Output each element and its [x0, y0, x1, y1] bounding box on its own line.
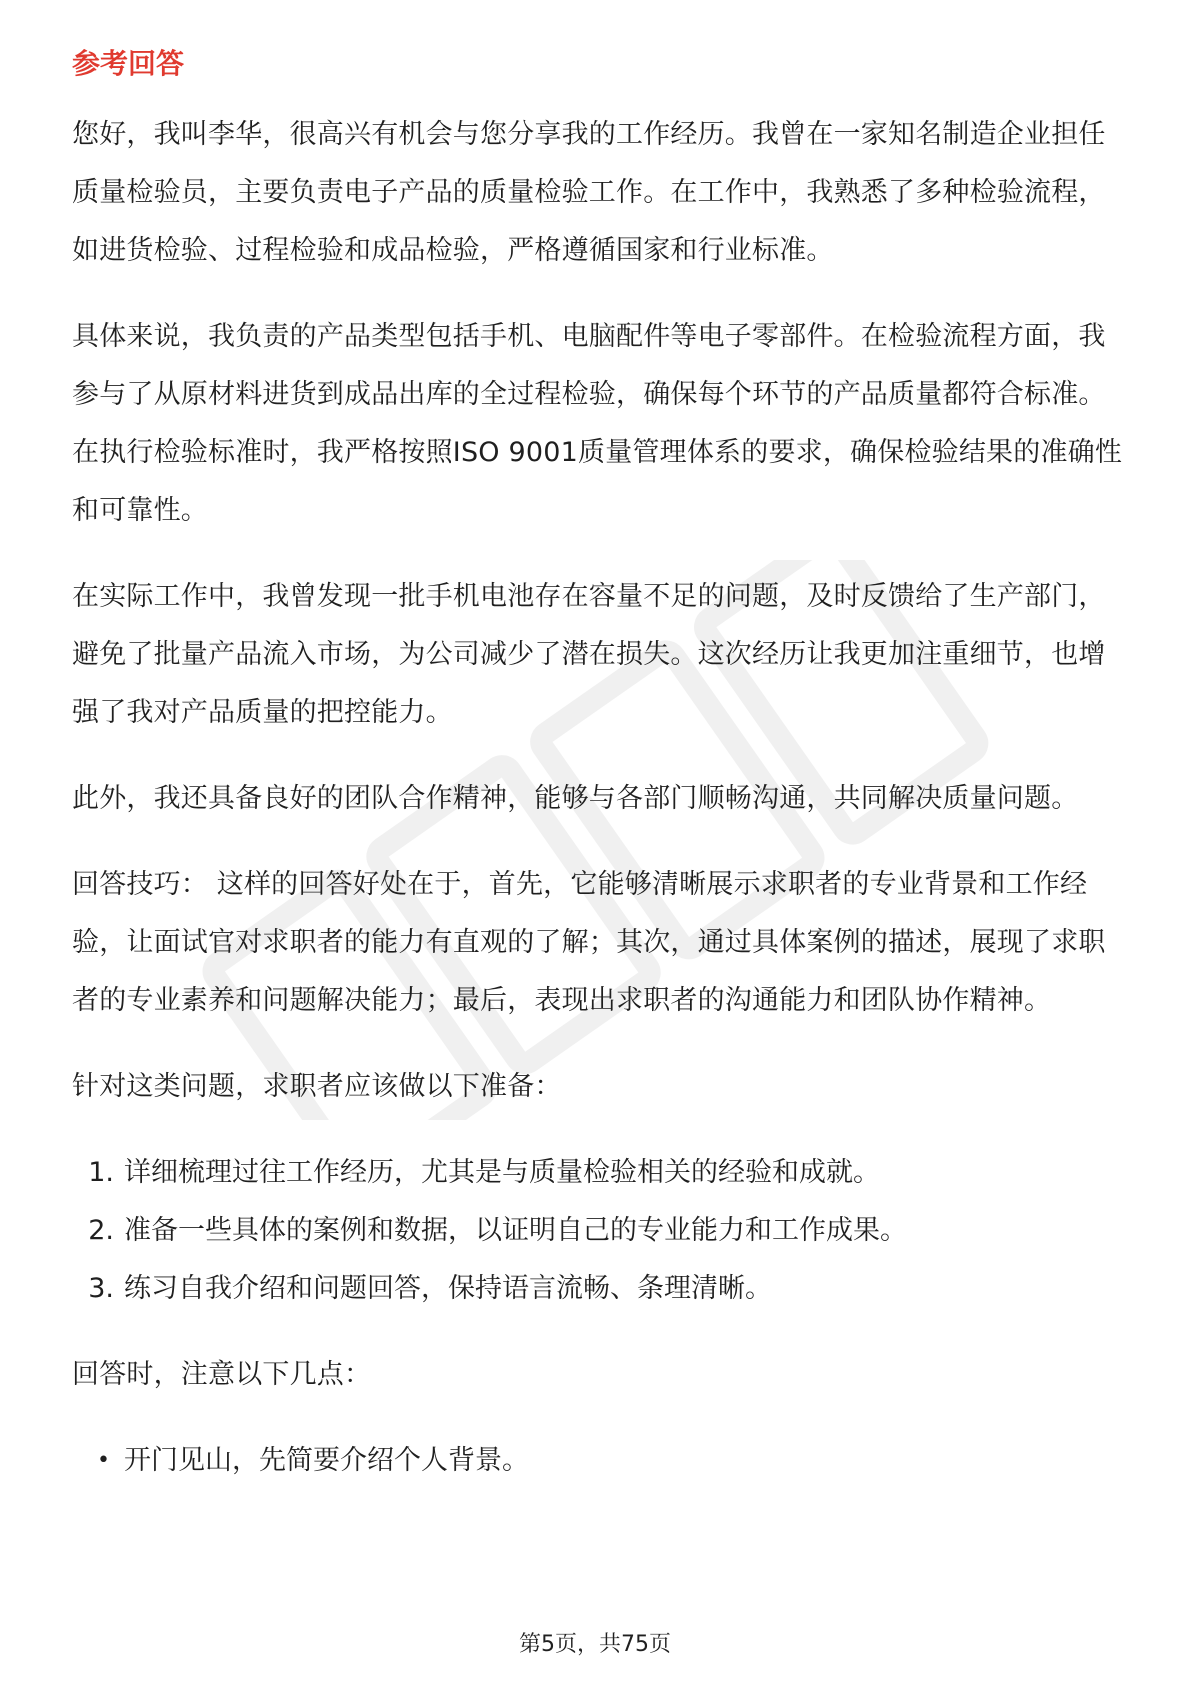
- section-heading: 参考回答: [72, 47, 185, 80]
- prep-list: [72, 1144, 1132, 1318]
- list-number: 2.: [88, 1215, 114, 1246]
- paragraph-details: 具体来说，我负责的产品类型包括手机、电脑配件等电子零部件。在检验流程方面，我参与了从原材料进货到成品出库的全过程检验，确保每个环节的产品质量都符合标准。在执行检验标准时，我严格按照ISO 9001质量管理体系的要求，确保检验结果的准确性和可靠性。: [72, 321, 1123, 526]
- list-item: [72, 1432, 1132, 1490]
- list-item: [72, 1260, 1132, 1318]
- list-number: 3.: [88, 1273, 114, 1304]
- list-item: [72, 1202, 1132, 1260]
- list-item-text: 准备一些具体的案例和数据，以证明自己的专业能力和工作成果。: [124, 1215, 907, 1246]
- paragraph-notice-intro: 回答时，注意以下几点：: [72, 1359, 372, 1390]
- list-item: [72, 1144, 1132, 1202]
- main-content: [72, 44, 1132, 1490]
- paragraph-prep-intro: 针对这类问题，求职者应该做以下准备：: [72, 1071, 562, 1102]
- paragraph-tips: 回答技巧： 这样的回答好处在于，首先，它能够清晰展示求职者的专业背景和工作经验，让面试官对求职者的能力有直观的了解；其次，通过具体案例的描述，展现了求职者的专业素养和问题解决能力；最后，表现出求职者的沟通能力和团队协作精神。: [72, 869, 1106, 1016]
- bullet-icon: •: [97, 1448, 110, 1473]
- list-item-text: 详细梳理过往工作经历，尤其是与质量检验相关的经验和成就。: [124, 1157, 880, 1188]
- list-item-text: 练习自我介绍和问题回答，保持语言流畅、条理清晰。: [124, 1273, 772, 1304]
- paragraph-example: 在实际工作中，我曾发现一批手机电池存在容量不足的问题，及时反馈给了生产部门，避免了批量产品流入市场，为公司减少了潜在损失。这次经历让我更加注重细节，也增强了我对产品质量的把控能力。: [72, 581, 1106, 728]
- notice-list: [72, 1432, 1132, 1490]
- list-item-text: 开门见山，先简要介绍个人背景。: [124, 1445, 529, 1476]
- paragraph-teamwork: 此外，我还具备良好的团队合作精神，能够与各部门顺畅沟通，共同解决质量问题。: [72, 783, 1079, 814]
- page-footer: 第5页，共75页: [519, 1632, 671, 1657]
- paragraph-intro: 您好，我叫李华，很高兴有机会与您分享我的工作经历。我曾在一家知名制造企业担任质量检验员，主要负责电子产品的质量检验工作。在工作中，我熟悉了多种检验流程，如进货检验、过程检验和成品检验，严格遵循国家和行业标准。: [72, 119, 1106, 266]
- list-number: 1.: [88, 1157, 114, 1188]
